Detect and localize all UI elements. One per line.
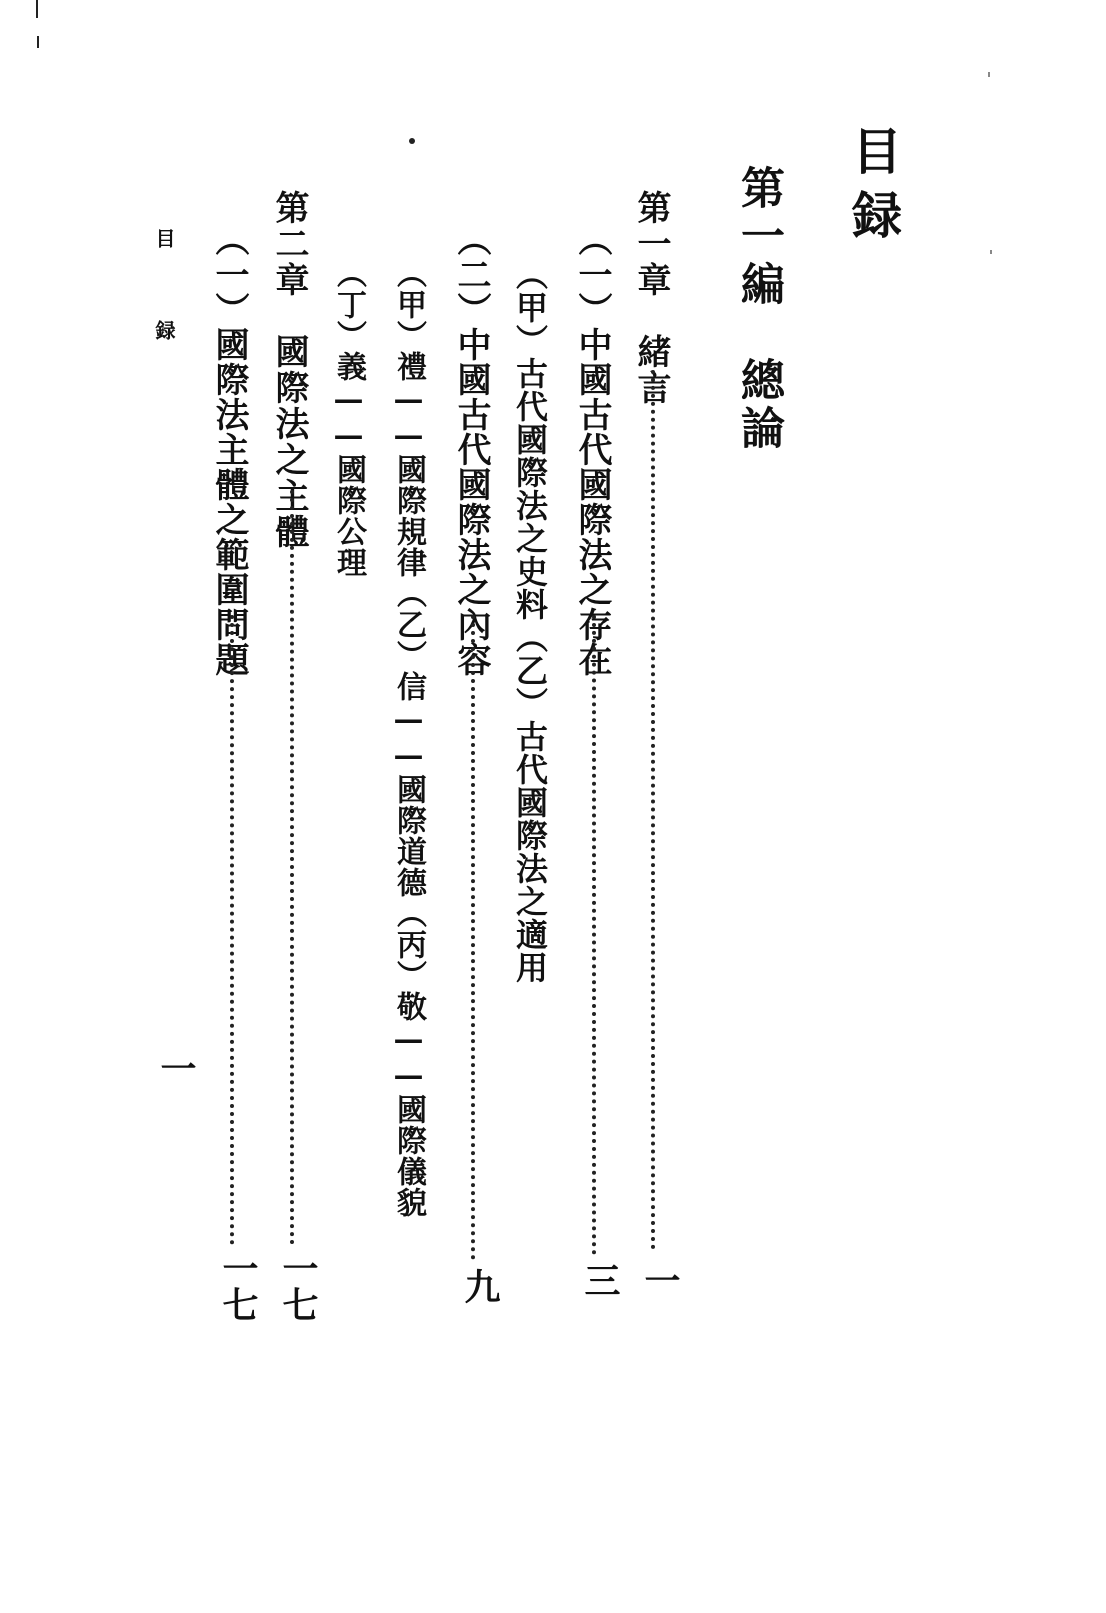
toc-leader-dots xyxy=(471,615,475,1260)
scan-speck xyxy=(988,72,990,77)
toc-page-number: 一 xyxy=(639,1262,681,1298)
page-folio: 一 xyxy=(155,1050,197,1086)
toc-entry-section: （二）中國古代國際法之內容 xyxy=(451,222,491,677)
toc-entry-section: （一）中國古代國際法之存在 xyxy=(572,222,612,677)
scan-speck xyxy=(37,36,39,48)
toc-page-number: 三 xyxy=(579,1262,621,1298)
part-heading: 第一編 總論 xyxy=(733,165,784,453)
toc-entry-section: （一）國際法主體之範圍問題 xyxy=(209,222,249,677)
scan-speck xyxy=(990,250,992,254)
toc-entry-chapter-2: 第二章 國際法之主體 xyxy=(269,190,309,550)
toc-page-number: 九 xyxy=(459,1268,501,1304)
toc-leader-dots xyxy=(290,490,294,1245)
scan-speck xyxy=(36,0,38,18)
toc-entry-subsection: （丁）義——國際公理 xyxy=(331,258,366,578)
toc-title: 目録 xyxy=(844,125,903,253)
toc-entry-subsection: （甲）禮——國際規律（乙）信——國際道德（丙）敬——國際儀貌 xyxy=(391,258,426,1218)
toc-page-number: 一七 xyxy=(277,1250,319,1322)
scan-speck xyxy=(409,138,415,144)
toc-entry-subsection: （甲）古代國際法之史料（乙）古代國際法之適用 xyxy=(511,258,549,984)
toc-leader-dots xyxy=(651,370,655,1250)
toc-entry-chapter-1: 第一章 緒言 xyxy=(631,190,671,406)
toc-leader-dots xyxy=(230,615,234,1245)
running-head: 目 録 xyxy=(152,228,176,366)
toc-page-number: 一七 xyxy=(217,1250,259,1322)
toc-leader-dots xyxy=(592,615,596,1255)
